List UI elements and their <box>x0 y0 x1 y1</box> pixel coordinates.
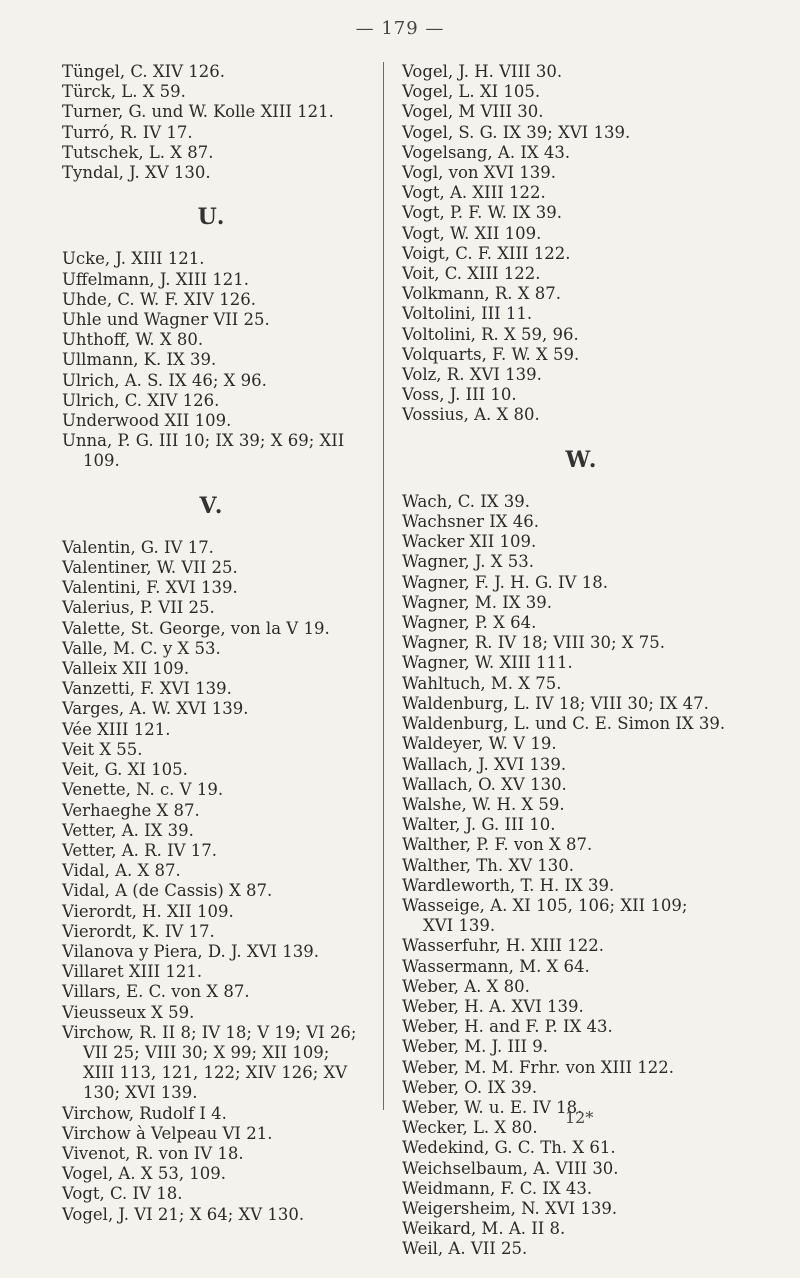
index-entry: Weber, H. and F. P. IX 43. <box>402 1017 613 1037</box>
index-entry: 130; XVI 139. <box>62 1083 198 1103</box>
index-entry: Uhle und Wagner VII 25. <box>62 310 270 330</box>
index-entry: Virchow à Velpeau VI 21. <box>62 1123 273 1143</box>
index-entry: Veit X 55. <box>62 739 143 759</box>
index-entry: Valle, M. C. y X 53. <box>62 638 221 658</box>
signature-mark: 12* <box>565 1108 594 1127</box>
index-entry: Vogel, J. H. VIII 30. <box>402 62 563 81</box>
index-entry: Wagner, M. IX 39. <box>402 592 553 612</box>
index-entry: Waldenburg, L. IV 18; VIII 30; IX 47. <box>402 693 709 713</box>
index-entry: Vidal, A. X 87. <box>62 861 181 881</box>
index-entry: Vogel, A. X 53, 109. <box>62 1164 227 1184</box>
index-entry: Weber, A. X 80. <box>402 976 530 996</box>
index-entry: Weil, A. VII 25. <box>402 1239 528 1259</box>
index-entry: Türck, L. X 59. <box>62 82 186 102</box>
index-entry: Wedekind, G. C. Th. X 61. <box>402 1138 616 1158</box>
index-entry: Volquarts, F. W. X 59. <box>402 344 580 364</box>
index-entry: Ullmann, K. IX 39. <box>62 350 217 370</box>
index-entry: Virchow, R. II 8; IV 18; V 19; VI 26; <box>62 1022 357 1042</box>
index-entry: Wallach, O. XV 130. <box>402 774 567 794</box>
right-column <box>402 62 762 1260</box>
index-entry: Veit, G. XI 105. <box>62 760 188 780</box>
index-entry: Wasseige, A. XI 105, 106; XII 109; <box>402 895 688 915</box>
index-entry: Voltolini, III 11. <box>402 304 533 324</box>
index-entry: Vilanova y Piera, D. J. XVI 139. <box>62 941 320 961</box>
index-entry: Weichselbaum, A. VIII 30. <box>402 1158 619 1178</box>
index-entry: Uffelmann, J. XIII 121. <box>62 269 250 289</box>
index-entry: Wacker XII 109. <box>402 532 537 552</box>
index-entry: Varges, A. W. XVI 139. <box>62 699 249 719</box>
index-entry: Vogt, W. XII 109. <box>402 223 542 243</box>
index-entry: Tutschek, L. X 87. <box>62 142 214 162</box>
index-entry: Wagner, F. J. H. G. IV 18. <box>402 572 608 592</box>
index-entry: Voss, J. III 10. <box>402 385 517 405</box>
index-entry: Vetter, A. IX 39. <box>62 820 194 840</box>
index-entry: Waldenburg, L. und C. E. Simon IX 39. <box>402 714 726 734</box>
index-entry: Volz, R. XVI 139. <box>402 365 542 385</box>
index-entry: Vogl, von XVI 139. <box>402 163 556 183</box>
index-entry: Weidmann, F. C. IX 43. <box>402 1178 593 1198</box>
index-entry: Uhde, C. W. F. XIV 126. <box>62 289 256 309</box>
index-entry: Turró, R. IV 17. <box>62 122 193 142</box>
index-entry: Voit, C. XIII 122. <box>402 264 541 284</box>
index-entry: Vogt, C. IV 18. <box>62 1184 183 1204</box>
index-entry: Valette, St. George, von la V 19. <box>62 618 330 638</box>
index-entry: Vivenot, R. von IV 18. <box>62 1143 244 1163</box>
index-entry: Vidal, A (de Cassis) X 87. <box>62 881 273 901</box>
index-entry: Vierordt, H. XII 109. <box>62 901 234 921</box>
index-entry: Weikard, M. A. II 8. <box>402 1219 566 1239</box>
index-entry: Valerius, P. VII 25. <box>62 598 215 618</box>
index-entry: Underwood XII 109. <box>62 411 232 431</box>
left-column <box>62 62 362 1225</box>
index-entry: Walther, Th. XV 130. <box>402 855 574 875</box>
index-entry: Ucke, J. XIII 121. <box>62 249 205 269</box>
index-entry: Valentiner, W. VII 25. <box>62 558 238 578</box>
index-entry: Weber, M. M. Frhr. von XIII 122. <box>402 1057 674 1077</box>
index-entry: Turner, G. und W. Kolle XIII 121. <box>62 102 334 122</box>
index-entry: 109. <box>62 451 120 471</box>
index-entry: Vogt, P. F. W. IX 39. <box>402 203 562 223</box>
index-entry: Valentini, F. XVI 139. <box>62 578 238 598</box>
index-entry: Verhaeghe X 87. <box>62 800 200 820</box>
index-entry: Wagner, P. X 64. <box>402 613 537 633</box>
index-entry: Tüngel, C. XIV 126. <box>62 62 226 81</box>
index-entry: Wagner, J. X 53. <box>402 552 534 572</box>
index-entry: Valleix XII 109. <box>62 659 190 679</box>
index-entry: Vetter, A. R. IV 17. <box>62 840 217 860</box>
index-entry: Vée XIII 121. <box>62 719 171 739</box>
section-heading: V. <box>199 492 225 519</box>
index-entry: Vogel, S. G. IX 39; XVI 139. <box>402 122 631 142</box>
section-heading: U. <box>197 204 227 231</box>
index-entry: VII 25; VIII 30; X 99; XII 109; <box>62 1042 330 1062</box>
index-entry: Weber, W. u. E. IV 18. <box>402 1097 583 1117</box>
index-entry: XIII 113, 121, 122; XIV 126; XV <box>62 1063 348 1083</box>
index-entry: Vieusseux X 59. <box>62 1002 195 1022</box>
index-entry: Wach, C. IX 39. <box>402 491 530 511</box>
index-entry: Ulrich, C. XIV 126. <box>62 390 220 410</box>
index-entry: Weber, M. J. III 9. <box>402 1037 549 1057</box>
index-entry: Venette, N. c. V 19. <box>62 780 224 800</box>
section-heading: W. <box>565 446 599 473</box>
index-entry: Virchow, Rudolf I 4. <box>62 1103 227 1123</box>
index-entry: Unna, P. G. III 10; IX 39; X 69; XII <box>62 431 345 451</box>
index-entry: Vogel, L. XI 105. <box>402 82 541 102</box>
index-entry: Vierordt, K. IV 17. <box>62 921 215 941</box>
index-entry: Wassermann, M. X 64. <box>402 956 590 976</box>
index-entry: Tyndal, J. XV 130. <box>62 163 211 183</box>
index-entry: Villars, E. C. von X 87. <box>62 982 250 1002</box>
index-entry: Wardleworth, T. H. IX 39. <box>402 875 615 895</box>
index-entry: Waldeyer, W. V 19. <box>402 734 557 754</box>
index-entry: Vogt, A. XIII 122. <box>402 183 546 203</box>
index-entry: Wagner, R. IV 18; VIII 30; X 75. <box>402 633 666 653</box>
index-entry: Voigt, C. F. XIII 122. <box>402 243 571 263</box>
column-divider <box>383 62 384 1110</box>
index-entry: Walter, J. G. III 10. <box>402 815 556 835</box>
index-entry: Weber, H. A. XVI 139. <box>402 996 584 1016</box>
index-entry: Weigersheim, N. XVI 139. <box>402 1198 618 1218</box>
index-entry: XVI 139. <box>402 916 496 936</box>
index-entry: Wallach, J. XVI 139. <box>402 754 567 774</box>
index-entry: Wasserfuhr, H. XIII 122. <box>402 936 605 956</box>
index-entry: Wahltuch, M. X 75. <box>402 673 562 693</box>
index-entry: Vogel, M VIII 30. <box>402 102 544 122</box>
index-entry: Valentin, G. IV 17. <box>62 537 214 557</box>
index-entry: Vanzetti, F. XVI 139. <box>62 679 232 699</box>
index-entry: Walshe, W. H. X 59. <box>402 794 565 814</box>
index-entry: Villaret XIII 121. <box>62 962 203 982</box>
index-entry: Wecker, L. X 80. <box>402 1118 538 1138</box>
index-entry: Wachsner IX 46. <box>402 512 539 532</box>
index-entry: Vogel, J. VI 21; X 64; XV 130. <box>62 1204 305 1224</box>
index-entry: Wagner, W. XIII 111. <box>402 653 573 673</box>
index-entry: Volkmann, R. X 87. <box>402 284 561 304</box>
index-entry: Ulrich, A. S. IX 46; X 96. <box>62 370 267 390</box>
index-entry: Walther, P. F. von X 87. <box>402 835 593 855</box>
index-entry: Weber, O. IX 39. <box>402 1077 538 1097</box>
index-entry: Voltolini, R. X 59, 96. <box>402 324 579 344</box>
index-entry: Vossius, A. X 80. <box>402 405 540 425</box>
index-entry: Uhthoff, W. X 80. <box>62 330 204 350</box>
index-entry: Vogelsang, A. IX 43. <box>402 142 571 162</box>
page-number: — 179 — <box>355 18 445 39</box>
